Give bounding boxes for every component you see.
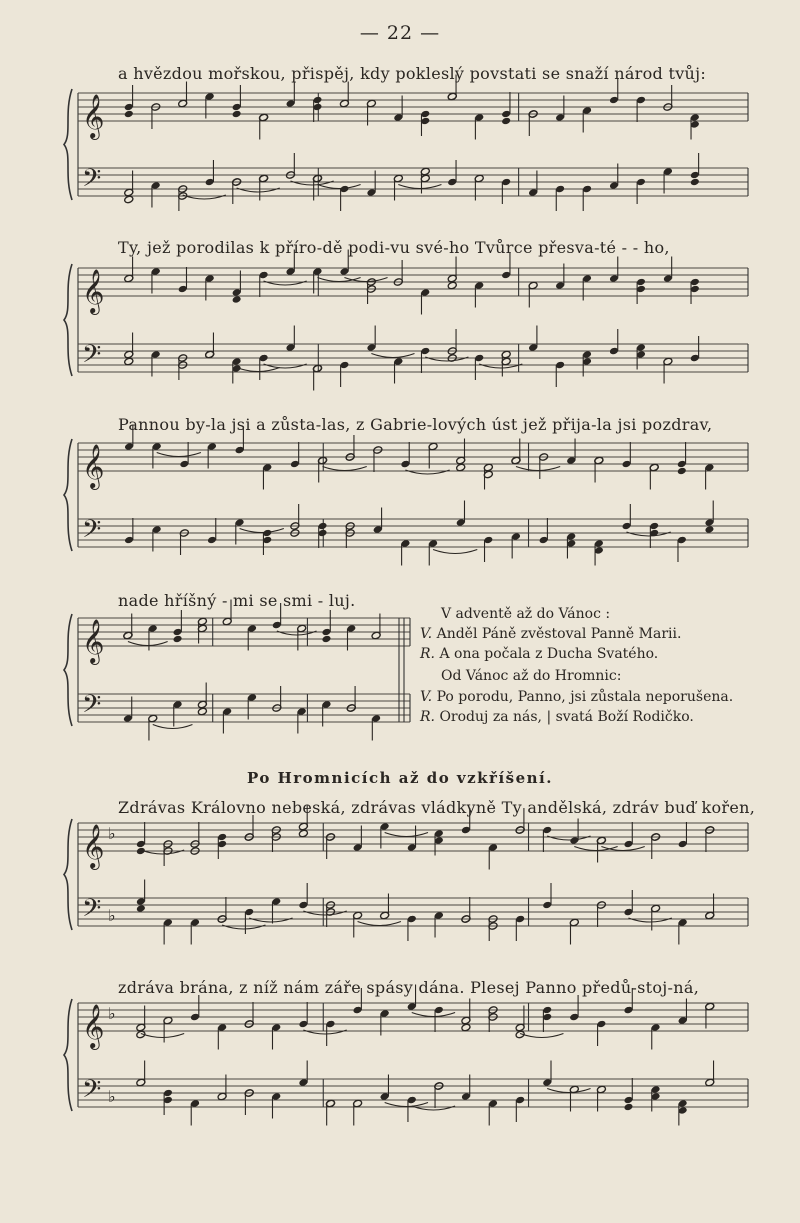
note-head	[623, 1103, 633, 1112]
slur	[433, 550, 477, 554]
note-head	[173, 635, 183, 644]
slur	[317, 185, 360, 189]
note-head	[197, 707, 207, 716]
advent-heading: V adventě až do Vánoc :	[441, 606, 611, 622]
note-head	[124, 110, 134, 119]
bass-clef-icon: 𝄢	[82, 1075, 102, 1110]
lyrics-line-3: Pannou by-la jsi a zůsta-las, z Gabrie-lových úst jež přija-la jsi pozdrav,	[118, 415, 713, 434]
slur	[398, 185, 441, 189]
slur	[157, 453, 201, 457]
treble-clef-icon: 𝄞	[82, 94, 105, 138]
slur	[412, 1013, 455, 1017]
section-heading: Po Hromnicích až do vzkříšení.	[247, 769, 553, 787]
note-head	[232, 110, 242, 119]
flat-icon: ♭	[108, 1004, 116, 1023]
slur	[520, 1034, 563, 1038]
slur	[601, 847, 644, 851]
bass-staff	[78, 519, 748, 547]
brace-icon	[64, 264, 72, 376]
lyrics-line-2: Ty, jež porodilas k příro-dě podi-vu své-ho Tvůrce přesva-té - - ho,	[118, 238, 670, 257]
christmas-heading: Od Vánoc až do Hromnic:	[441, 668, 622, 684]
bass-clef-icon: 𝄢	[82, 894, 102, 929]
brace-icon	[64, 439, 72, 551]
note-head	[677, 467, 687, 476]
page-number: — 22 —	[359, 22, 441, 44]
slur	[385, 833, 428, 837]
slur	[128, 642, 168, 646]
treble-clef-icon: 𝄞	[82, 619, 105, 663]
note-head	[501, 117, 511, 126]
slur	[141, 1034, 184, 1038]
response-text: Oroduj za nás, | svatá Boží Rodičko.	[439, 709, 694, 725]
lyrics-line-6: zdráva brána, z níž nám záře spásy dána. Plesej Panno předů-stoj-ná,	[118, 978, 700, 997]
bass-clef-icon: 𝄢	[82, 340, 102, 375]
slur	[358, 922, 401, 926]
versicle-text: Po porodu, Panno, jsi zůstala neporušena.	[436, 689, 734, 705]
note-head	[461, 1023, 471, 1032]
slur	[547, 1089, 590, 1093]
slur	[240, 529, 284, 533]
versicle-mark: V.	[420, 626, 433, 642]
treble-clef-icon: 𝄞	[82, 269, 105, 313]
slur	[516, 467, 560, 471]
note-head	[124, 357, 134, 366]
bass-clef-icon: 𝄢	[82, 164, 102, 199]
treble-clef-icon: 𝄞	[82, 824, 105, 868]
slur	[317, 278, 360, 282]
response-mark: R.	[420, 709, 435, 725]
note-head	[456, 463, 466, 472]
note-head	[704, 525, 714, 534]
versicle-mark: V.	[420, 689, 433, 705]
note-head	[690, 178, 700, 187]
note-head	[136, 904, 146, 913]
flat-icon: ♭	[108, 906, 116, 925]
brace-icon	[64, 999, 72, 1111]
treble-staff	[78, 93, 748, 121]
brace-icon	[64, 89, 72, 200]
treble-clef-icon: 𝄞	[82, 444, 105, 488]
brace-icon	[64, 819, 72, 930]
lyrics-line-1: a hvězdou mořskou, přispěj, kdy pokleslý povstati se snaží národ tvůj:	[118, 64, 707, 83]
note-head	[447, 281, 457, 290]
slur	[385, 1103, 428, 1107]
note-head	[321, 635, 331, 644]
slur	[574, 847, 617, 851]
slur	[323, 467, 367, 471]
slur	[344, 278, 387, 282]
response-mark: R.	[420, 646, 435, 662]
bass-staff	[78, 1079, 748, 1107]
response-text: A ona počala z Ducha Svatého.	[439, 646, 659, 662]
slur	[237, 368, 280, 372]
treble-staff	[78, 268, 748, 296]
lyrics-line-4: nade hříšný - mi se smi - luj.	[118, 591, 356, 610]
flat-icon: ♭	[108, 1087, 116, 1106]
slur	[153, 725, 193, 729]
treble-clef-icon: 𝄞	[82, 1004, 105, 1048]
versicle-text: Anděl Páně zvěstoval Panně Marii.	[436, 626, 682, 642]
bass-clef-icon: 𝄢	[82, 515, 102, 550]
note-head	[232, 295, 242, 304]
note-head	[124, 195, 134, 204]
slur	[371, 354, 414, 358]
brace-icon	[64, 614, 72, 726]
flat-icon: ♭	[108, 824, 116, 843]
bass-clef-icon: 𝄢	[82, 690, 102, 725]
lyrics-line-5: Zdrávas Královno nebeská, zdrávas vládkyně Ty andělská, zdráv buď kořen,	[118, 798, 756, 817]
note-head	[298, 829, 308, 838]
